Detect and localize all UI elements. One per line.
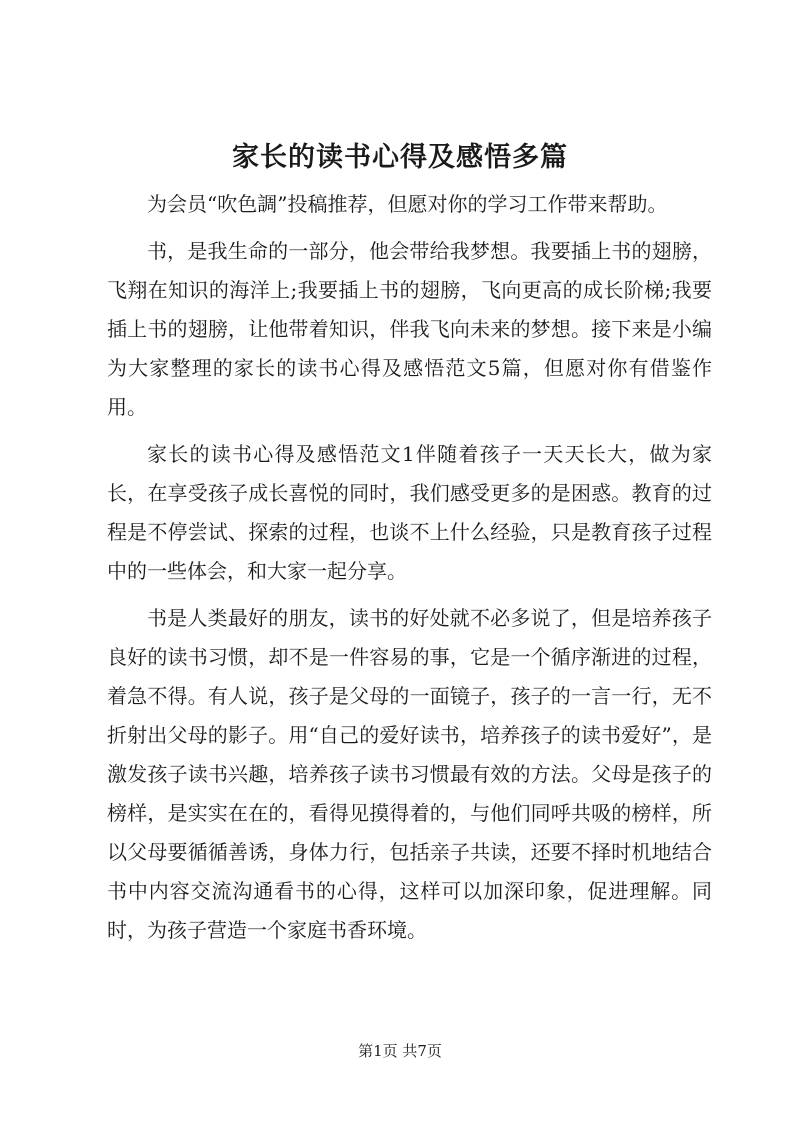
paragraph-books-dream: 书，是我生命的一部分，他会带给我梦想。我要插上书的翅膀，飞翔在知识的海洋上;我要插上书的翅膀，飞向更高的成长阶梯;我要插上书的翅膀，让他带着知识，伴我飞向未来的梦想。接下来是小编为大家整理的家长的读书心得及感悟范文5篇，但愿对你有借鉴作用。 [107,239,712,419]
paragraph-reading-habits: 书是人类最好的朋友，读书的好处就不必多说了，但是培养孩子良好的读书习惯，却不是一件容易的事，它是一个循序渐进的过程，着急不得。有人说，孩子是父母的一面镜子，孩子的一言一行，无不折射出父母的影子。用“自己的爱好读书，培养孩子的读书爱好”，是激发孩子读书兴趣，培养孩子读书习惯最有效的方法。父母是孩子的榜样，是实实在在的，看得见摸得着的，与他们同呼共吸的榜样，所以父母要循循善诱，身体力行，包括亲子共读，还要不择时机地结合书中内容交流沟通看书的心得，这样可以加深印象，促进理解。同时，为孩子营造一个家庭书香环境。 [107,606,712,942]
page-number: 第1页 共7页 [358,1042,442,1060]
paragraph-intro: 为会员“吹色調”投稿推荐，但愿对你的学习工作带来帮助。 [147,192,668,216]
paragraph-sample-1: 家长的读书心得及感悟范文1伴随着孩子一天天长大，做为家长，在享受孩子成长喜悦的同时，我们感受更多的是困惑。教育的过程是不停尝试、探索的过程，也谈不上什么经验，只是教育孩子过程中的一些体会，和大家一起分享。 [107,442,712,583]
document-title: 家长的读书心得及感悟多篇 [232,142,568,173]
document-body [107,185,712,958]
